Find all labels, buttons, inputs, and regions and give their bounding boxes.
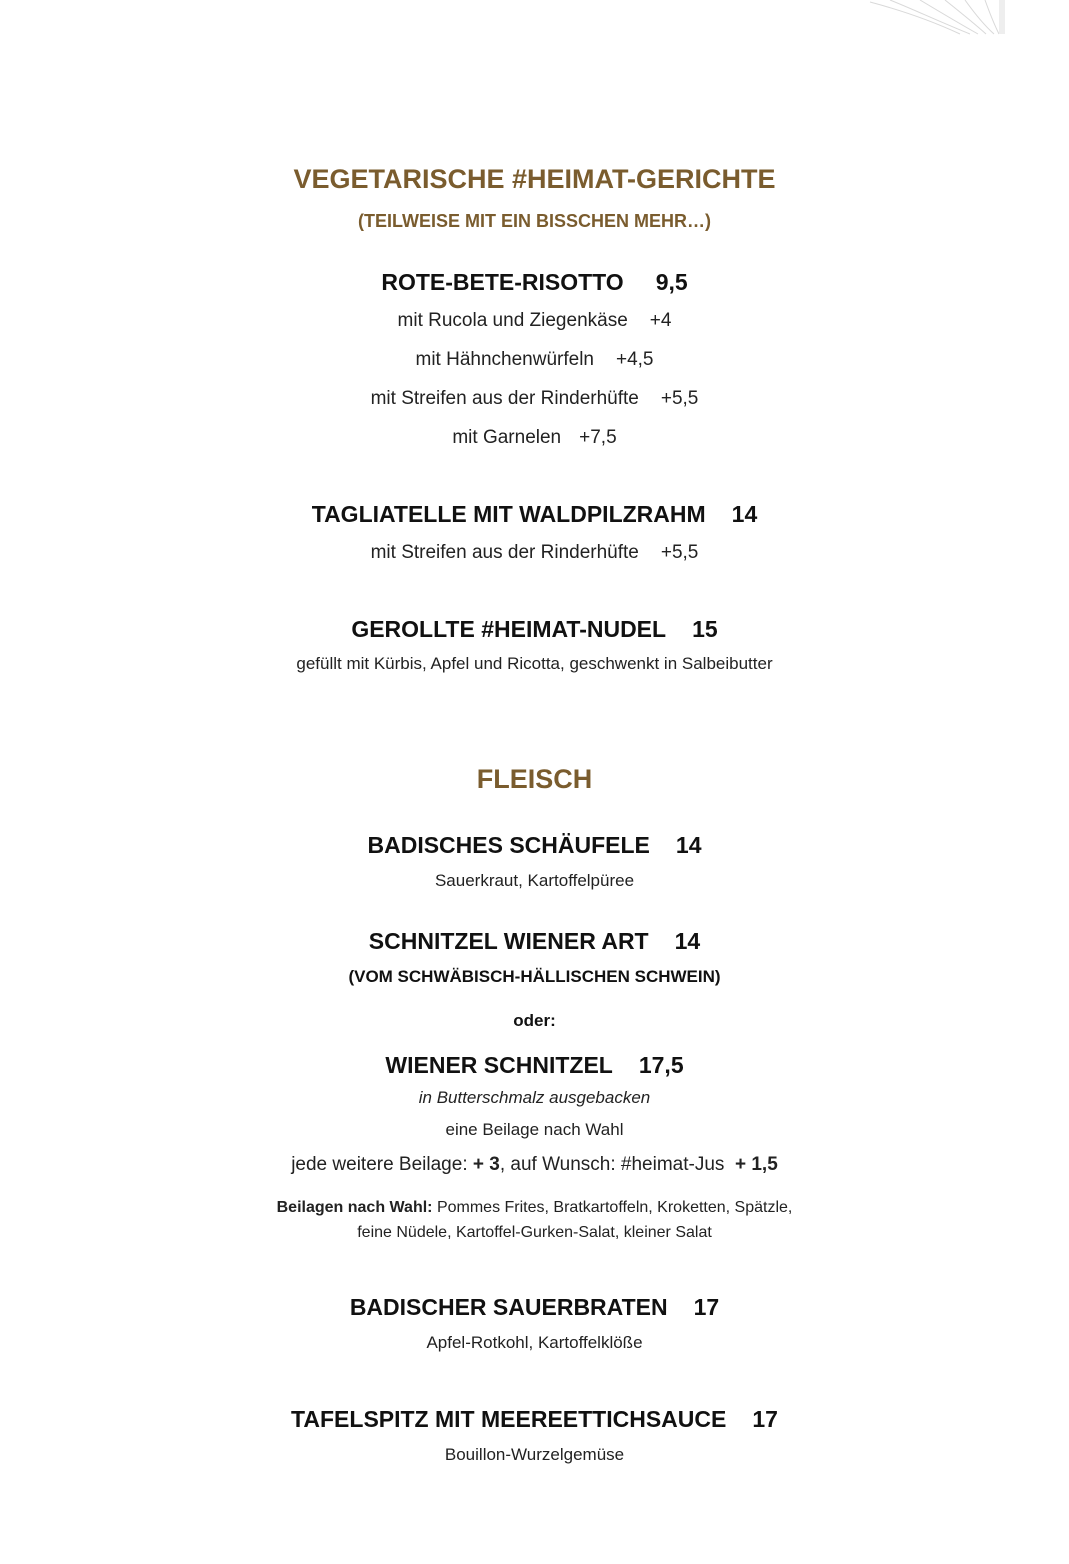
extra-price: +4	[649, 310, 672, 331]
leaf-decoration-icon	[860, 0, 1005, 36]
dish-nudel	[0, 618, 1069, 641]
dish-description: Bouillon-Wurzelgemüse	[444, 1445, 625, 1464]
dish-price: 17,5	[638, 1052, 684, 1078]
jus-label: , auf Wunsch: #heimat-Jus	[499, 1154, 725, 1175]
extra-option	[0, 428, 1069, 447]
extra-text: mit Garnelen	[452, 427, 562, 448]
dish-price: 9,5	[655, 269, 688, 295]
extra-text: mit Hähnchenwürfeln	[415, 349, 594, 370]
extra-side-label: jede weitere Beilage:	[291, 1154, 468, 1175]
sides-line-1	[0, 1200, 1069, 1216]
dish-description: gefüllt mit Kürbis, Apfel und Ricotta, geschwenkt in Salbeibutter	[296, 654, 773, 673]
dish-tagliatelle	[0, 503, 1069, 526]
dish-name: SCHNITZEL WIENER ART	[368, 928, 649, 954]
extra-text: mit Rucola und Ziegenkäse	[397, 310, 628, 331]
section-title-vegetarian: VEGETARISCHE #HEIMAT-GERICHTE	[293, 164, 776, 194]
extra-side-line	[0, 1155, 1069, 1174]
dish-wiener-schnitzel	[0, 1054, 1069, 1077]
extra-side-price: + 3	[472, 1154, 500, 1175]
dish-name: BADISCHES SCHÄUFELE	[367, 832, 650, 858]
dish-price: 14	[731, 501, 758, 527]
extra-text: mit Streifen aus der Rinderhüfte	[370, 542, 639, 563]
dish-price: 14	[675, 832, 702, 858]
extra-price: +5,5	[660, 542, 699, 563]
dish-name: BADISCHER SAUERBRATEN	[349, 1294, 668, 1320]
extra-price: +5,5	[660, 388, 699, 409]
dish-name: TAGLIATELLE MIT WALDPILZRAHM	[311, 501, 706, 527]
dish-price: 14	[674, 928, 701, 954]
dish-tafelspitz	[0, 1408, 1069, 1431]
dish-name: GEROLLTE #HEIMAT-NUDEL	[351, 616, 667, 642]
dish-preparation: in Butterschmalz ausgebacken	[418, 1088, 651, 1107]
dish-price: 17	[693, 1294, 720, 1320]
dish-name: TAFELSPITZ MIT MEEREETTICHSAUCE	[291, 1406, 727, 1432]
dish-price: 15	[692, 616, 718, 642]
section-title-meat: FLEISCH	[476, 764, 593, 794]
extra-price: +7,5	[579, 427, 617, 448]
dish-schaeufele	[0, 834, 1069, 857]
extra-text: mit Streifen aus der Rinderhüfte	[370, 388, 639, 409]
side-info: eine Beilage nach Wahl	[445, 1120, 624, 1139]
section-subtitle-vegetarian: (TEILWEISE MIT EIN BISSCHEN MEHR…)	[357, 211, 711, 231]
dish-name: WIENER SCHNITZEL	[385, 1052, 613, 1078]
dish-name: ROTE-BETE-RISOTTO	[381, 269, 624, 295]
sides-text: Pommes Frites, Bratkartoffeln, Kroketten, Spätzle,	[436, 1199, 793, 1216]
dish-origin: (VOM SCHWÄBISCH-HÄLLISCHEN SCHWEIN)	[348, 967, 721, 986]
sides-label: Beilagen nach Wahl:	[276, 1199, 433, 1216]
dish-price: 17	[752, 1406, 778, 1432]
dish-description: Apfel-Rotkohl, Kartoffelklöße	[426, 1333, 643, 1352]
sides-line-2: feine Nüdele, Kartoffel-Gurken-Salat, kleiner Salat	[357, 1224, 712, 1241]
jus-price: + 1,5	[734, 1154, 778, 1175]
or-label: oder:	[513, 1011, 556, 1030]
extra-option	[0, 543, 1069, 562]
extra-price: +4,5	[615, 349, 654, 370]
dish-description: Sauerkraut, Kartoffelpüree	[434, 871, 635, 890]
dish-schnitzel-art	[0, 930, 1069, 953]
extra-option	[0, 311, 1069, 330]
extra-option	[0, 389, 1069, 408]
dish-risotto	[0, 271, 1069, 294]
dish-sauerbraten	[0, 1296, 1069, 1319]
extra-option	[0, 350, 1069, 369]
